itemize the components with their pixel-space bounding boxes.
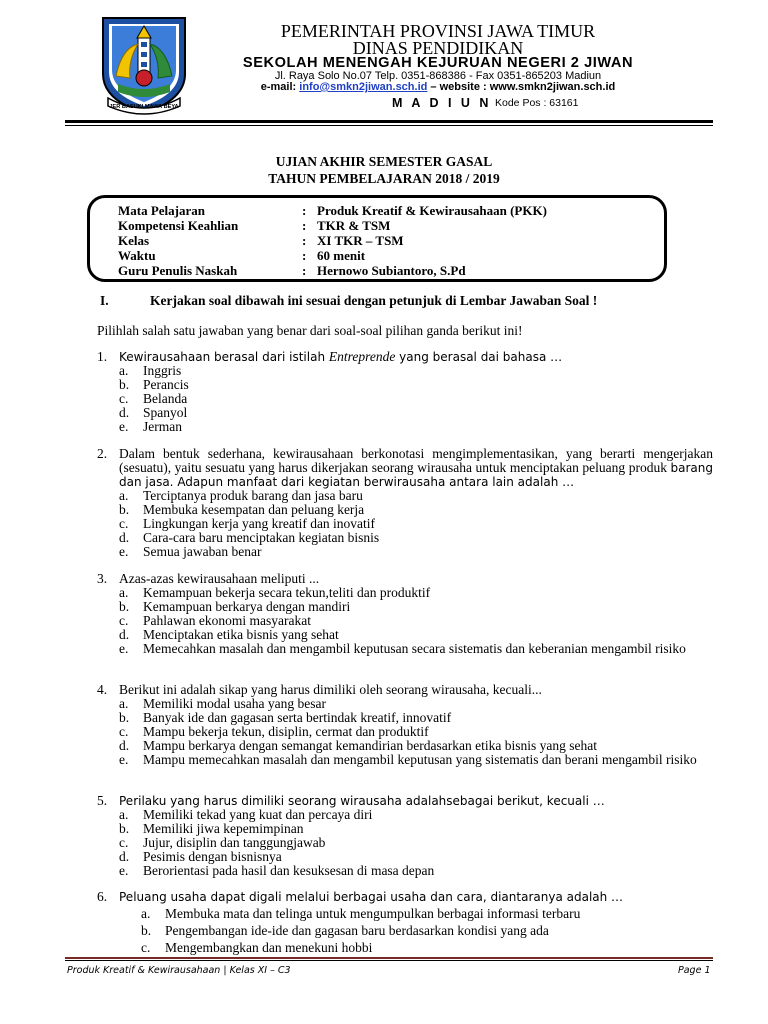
option-letter: b. (119, 502, 130, 517)
option-text: Jerman (143, 419, 182, 434)
option-text: Spanyol (143, 405, 188, 420)
option-letter: e. (119, 544, 129, 559)
postal-code: Kode Pos : 63161 (495, 97, 579, 109)
question-5 (97, 794, 713, 878)
option (97, 642, 713, 656)
question-stem (97, 890, 713, 904)
option (97, 420, 713, 434)
question-text-italic: Entreprende (328, 349, 396, 364)
option (97, 864, 713, 878)
option-letter: c. (119, 516, 129, 531)
info-value: Produk Kreatif & Kewirausahaan (PKK) (317, 203, 547, 218)
option-text: Terciptanya produk barang dan jasa baru (143, 488, 363, 503)
option (97, 836, 713, 850)
info-label: Mata Pelajaran (118, 203, 206, 218)
email-prefix: e-mail: (260, 81, 300, 93)
option-letter: c. (119, 724, 129, 739)
question-6 (97, 890, 713, 958)
info-colon: : (302, 263, 307, 278)
option (97, 907, 713, 921)
option-letter: a. (119, 696, 129, 711)
option-text: Pengembangan ide-ide dan gagasan baru berdasarkan kondisi yang ada (165, 923, 549, 938)
agency-name: DINAS PENDIDIKAN (352, 38, 524, 58)
option-letter: e. (119, 641, 129, 656)
option (97, 545, 713, 559)
option-text: Berorientasi pada hasil dan kesuksesan di masa depan (143, 863, 435, 878)
option-text: Lingkungan kerja yang kreatif dan inovatif (143, 516, 376, 531)
option-text: Mampu berkarya dengan semangat kemandirian berdasarkan etika bisnis yang sehat (143, 738, 597, 753)
option (97, 822, 713, 836)
option-letter: c. (119, 613, 129, 628)
email-link[interactable]: info@smkn2jiwan.sch.id (299, 81, 428, 93)
school-address: Jl. Raya Solo No.07 Telp. 0351-868386 - Fax 0351-865203 Madiun (274, 70, 602, 82)
option-letter: c. (141, 940, 151, 955)
option-text: Memecahkan masalah dan mengambil keputusan secara sistematis dan keberanian mengambil risiko (143, 641, 686, 656)
info-label: Waktu (118, 248, 156, 263)
option-text: Banyak ide dan gagasan serta bertindak kreatif, innovatif (143, 710, 452, 725)
option-letter: e. (119, 752, 129, 767)
government-name: PEMERINTAH PROVINSI JAWA TIMUR (280, 21, 596, 41)
question-text-sans: barang dan jasa. Adapun manfaat dari kegiatan berwirausaha antara lain adalah … (119, 461, 713, 489)
option (97, 725, 713, 739)
question-number: 2. (97, 446, 108, 461)
option-text: Mampu memecahkan masalah dan mengambil keputusan yang sistematis dan berani mengambil risiko (143, 752, 697, 767)
option-letter: b. (119, 599, 130, 614)
option-text: Mengembangkan dan menekuni hobbi (165, 940, 373, 955)
option (97, 941, 713, 955)
school-name: SEKOLAH MENENGAH KEJURUAN NEGERI 2 JIWAN (242, 55, 634, 71)
option (97, 739, 713, 753)
option-letter: d. (119, 530, 130, 545)
option-text: Mampu bekerja tekun, disiplin, cermat dan produktif (143, 724, 429, 739)
info-value: XI TKR – TSM (317, 233, 404, 248)
option-letter: c. (119, 391, 129, 406)
contact-line (200, 82, 676, 93)
question-number: 1. (97, 349, 108, 364)
option-text: Kemampuan berkarya dengan mandiri (143, 599, 351, 614)
info-colon: : (302, 203, 307, 218)
option (97, 586, 713, 600)
option-text: Memiliki jiwa kepemimpinan (143, 821, 304, 836)
question-text-start: Kewirausahaan berasal dari istilah (119, 350, 329, 364)
option-letter: a. (119, 488, 129, 503)
option-text: Jujur, disiplin dan tanggungjawab (143, 835, 326, 850)
question-number: 3. (97, 571, 108, 586)
option-letter: a. (119, 585, 129, 600)
question-4 (97, 683, 713, 767)
question-text-end: yang berasal dai bahasa … (395, 350, 563, 364)
option (97, 711, 713, 725)
info-value: 60 menit (317, 248, 366, 263)
option (97, 489, 713, 503)
option (97, 924, 713, 938)
question-text: Berikut ini adalah sikap yang harus dimiliki oleh seorang wirausaha, kecuali... (119, 682, 542, 697)
question-number: 4. (97, 682, 108, 697)
option-letter: a. (119, 363, 129, 378)
question-stem (97, 683, 713, 697)
question-text-serif: Dalam bentuk sederhana, kewirausahaan berkonotasi mengimplementasikan, yang berarti mengerjakan (sesuatu), yaitu sesuatu yang harus dikerjakan seorang wirausaha untuk menciptakan peluang produk (119, 446, 713, 475)
question-stem (97, 794, 713, 808)
question-2 (97, 447, 713, 559)
section-numeral: I. (100, 293, 109, 308)
info-label: Guru Penulis Naskah (118, 263, 238, 278)
option-text: Perancis (143, 377, 189, 392)
section-instruction: Kerjakan soal dibawah ini sesuai dengan petunjuk di Lembar Jawaban Soal ! (150, 293, 598, 308)
option-text: Pahlawan ekonomi masyarakat (143, 613, 311, 628)
option-letter: e. (119, 863, 129, 878)
option-letter: d. (119, 738, 130, 753)
option (97, 614, 713, 628)
letterhead-rule-thin (65, 125, 713, 126)
option-letter: a. (119, 807, 129, 822)
question-text (119, 350, 562, 364)
emblem-motto: JER BASUKI MAWA BEYA (109, 104, 179, 110)
question-text (119, 447, 713, 489)
option (97, 378, 713, 392)
exam-year: TAHUN PEMBELAJARAN 2018 / 2019 (268, 171, 500, 186)
question-stem (97, 572, 713, 586)
option (97, 392, 713, 406)
info-colon: : (302, 233, 307, 248)
option-text: Pesimis dengan bisnisnya (143, 849, 282, 864)
info-value: Hernowo Subiantoro, S.Pd (317, 263, 466, 278)
option (97, 753, 713, 767)
question-text: Peluang usaha dapat digali melalui berbagai usaha dan cara, diantaranya adalah … (119, 890, 624, 904)
option-letter: d. (119, 405, 130, 420)
option (97, 697, 713, 711)
info-label: Kelas (118, 233, 150, 248)
info-colon: : (302, 218, 307, 233)
option-letter: b. (119, 710, 130, 725)
option-text: Cara-cara baru menciptakan kegiatan bisnis (143, 530, 380, 545)
option-text: Memiliki tekad yang kuat dan percaya diri (143, 807, 373, 822)
info-value: TKR & TSM (317, 218, 391, 233)
option-text: Menciptakan etika bisnis yang sehat (143, 627, 339, 642)
city-name: M A D I U N (392, 96, 492, 110)
option-text: Inggris (143, 363, 182, 378)
option (97, 808, 713, 822)
option-letter: b. (119, 377, 130, 392)
option-text: Kemampuan bekerja secara tekun,teliti dan produktif (143, 585, 431, 600)
question-stem (97, 350, 713, 364)
option-text: Semua jawaban benar (143, 544, 262, 559)
option (97, 517, 713, 531)
footer-rule (65, 960, 713, 961)
option (97, 628, 713, 642)
option-letter: d. (119, 849, 130, 864)
option-letter: e. (119, 419, 129, 434)
option (97, 503, 713, 517)
exam-title: UJIAN AKHIR SEMESTER GASAL (275, 154, 493, 169)
question-3 (97, 572, 713, 656)
option-text: Membuka mata dan telinga untuk mengumpulkan berbagai informasi terbaru (165, 906, 581, 921)
question-text: Azas-azas kewirausahaan meliputi ... (119, 571, 320, 586)
question-text: Perilaku yang harus dimiliki seorang wirausaha adalahsebagai berikut, kecuali … (119, 794, 605, 808)
option-letter: d. (119, 627, 130, 642)
option-text: Memiliki modal usaha yang besar (143, 696, 326, 711)
option-text: Belanda (143, 391, 188, 406)
option-letter: c. (119, 835, 129, 850)
question-1 (97, 350, 713, 434)
option (97, 531, 713, 545)
info-label: Kompetensi Keahlian (118, 218, 239, 233)
question-number: 6. (97, 889, 108, 904)
footer-course: Produk Kreatif & Kewirausahaan | Kelas XI – C3 (67, 965, 291, 976)
option (97, 406, 713, 420)
website-text: – website : www.smkn2jiwan.sch.id (427, 81, 616, 93)
option-letter: b. (141, 923, 152, 938)
info-colon: : (302, 248, 307, 263)
option (97, 850, 713, 864)
page-number: Page 1 (678, 965, 711, 976)
emblem-graphic (98, 14, 190, 116)
question-number: 5. (97, 793, 108, 808)
letterhead-rule-thick (65, 120, 713, 123)
east-java-province-emblem (98, 14, 190, 116)
lead-instruction: Pilihlah salah satu jawaban yang benar dari soal-soal pilihan ganda berikut ini! (97, 323, 523, 338)
option (97, 600, 713, 614)
option-letter: a. (141, 906, 151, 921)
option-text: Membuka kesempatan dan peluang kerja (143, 502, 365, 517)
footer-rule-accent (65, 957, 713, 959)
option (97, 364, 713, 378)
option-letter: b. (119, 821, 130, 836)
